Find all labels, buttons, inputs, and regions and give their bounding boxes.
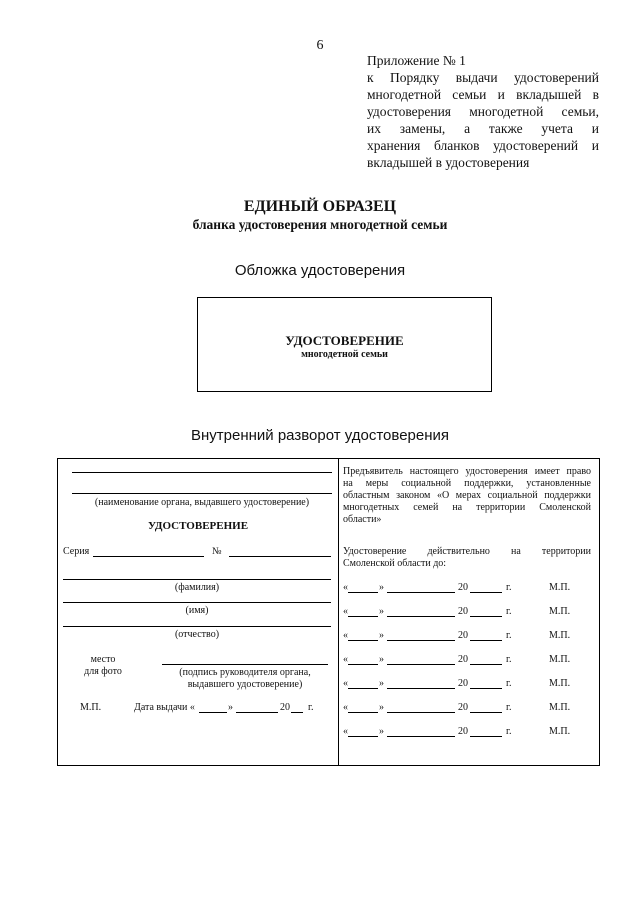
- rights-statement: [343, 466, 591, 526]
- rights-statement-line: Предъявитель настоящего удостоверения имеет право: [343, 466, 591, 477]
- rights-statement-line: на меры социальной поддержки, установленные: [343, 478, 591, 489]
- month-field: [387, 712, 455, 713]
- signature-caption-line: выдавшего удостоверение): [187, 679, 303, 690]
- row-year-suffix: г.: [506, 582, 512, 593]
- row-year-suffix: г.: [506, 702, 512, 713]
- issuer-line: [72, 472, 332, 473]
- row-close-quote: »: [379, 606, 384, 617]
- year-field: [470, 688, 502, 689]
- document-title: ЕДИНЫЙ ОБРАЗЕЦ: [243, 198, 397, 215]
- row-open-quote: «: [343, 630, 348, 641]
- left-title: УДОСТОВЕРЕНИЕ: [147, 520, 249, 532]
- day-field: [348, 592, 378, 593]
- issue-year-field: [291, 712, 303, 713]
- document-subtitle: бланка удостоверения многодетной семьи: [192, 217, 448, 232]
- year-field: [470, 712, 502, 713]
- name-field: [63, 602, 331, 603]
- name-caption: (имя): [185, 605, 209, 616]
- number-label: №: [212, 546, 222, 557]
- issue-month-field: [236, 712, 278, 713]
- validity-row: [343, 630, 593, 644]
- day-field: [348, 688, 378, 689]
- page-number: 6: [316, 38, 324, 53]
- patronymic-field: [63, 626, 331, 627]
- row-stamp: М.П.: [549, 702, 571, 713]
- month-field: [387, 736, 455, 737]
- validity-line: Удостоверение действительно на территории: [343, 546, 591, 557]
- photo-place-line: место: [90, 654, 116, 665]
- appendix-text: [367, 69, 599, 171]
- row-open-quote: «: [343, 606, 348, 617]
- year-field: [470, 664, 502, 665]
- photo-place-line: для фото: [84, 666, 122, 677]
- row-year-prefix: 20: [458, 630, 468, 641]
- month-field: [387, 640, 455, 641]
- inner-spread-frame: [57, 458, 600, 766]
- row-stamp: М.П.: [549, 726, 571, 737]
- day-field: [348, 664, 378, 665]
- row-year-suffix: г.: [506, 630, 512, 641]
- appendix-line: многодетной семьи и вкладышей в: [367, 87, 599, 102]
- row-stamp: М.П.: [549, 678, 571, 689]
- row-close-quote: »: [379, 582, 384, 593]
- validity-row: [343, 654, 593, 668]
- appendix-line: к Порядку выдачи удостоверений: [367, 70, 599, 85]
- appendix-line: их замены, а также учета и: [367, 121, 599, 136]
- row-open-quote: «: [343, 678, 348, 689]
- row-open-quote: «: [343, 726, 348, 737]
- row-close-quote: »: [379, 678, 384, 689]
- row-open-quote: «: [343, 702, 348, 713]
- issuer-line: [72, 493, 332, 494]
- series-label: Серия: [63, 546, 90, 557]
- day-field: [348, 616, 378, 617]
- patronymic-caption: (отчество): [174, 629, 220, 640]
- spread-divider: [338, 459, 339, 765]
- rights-statement-line: областным законом «О мерах социальной поддержки: [343, 490, 591, 501]
- month-field: [387, 592, 455, 593]
- row-year-suffix: г.: [506, 606, 512, 617]
- year-field: [470, 592, 502, 593]
- issuer-caption: (наименование органа, выдавшего удостоверение): [94, 497, 310, 508]
- row-stamp: М.П.: [549, 606, 571, 617]
- cover-frame: [197, 297, 492, 392]
- surname-caption: (фамилия): [174, 582, 220, 593]
- cover-subtitle: многодетной семьи: [301, 349, 388, 360]
- row-stamp: М.П.: [549, 654, 571, 665]
- day-field: [348, 736, 378, 737]
- series-field: [93, 556, 204, 557]
- rights-statement-line: многодетных семей на территории Смоленской: [343, 502, 591, 513]
- validity-row: [343, 582, 593, 596]
- year-field: [470, 640, 502, 641]
- photo-place: [83, 654, 123, 678]
- inner-spread-heading: Внутренний разворот удостоверения: [190, 427, 450, 444]
- appendix-block: [367, 52, 599, 171]
- row-year-prefix: 20: [458, 726, 468, 737]
- row-close-quote: »: [379, 630, 384, 641]
- issue-day-field: [199, 712, 227, 713]
- appendix-line: удостоверения многодетной семьи,: [367, 104, 599, 119]
- cover-title: УДОСТОВЕРЕНИЕ: [285, 333, 404, 348]
- row-year-prefix: 20: [458, 678, 468, 689]
- row-year-prefix: 20: [458, 606, 468, 617]
- row-open-quote: «: [343, 654, 348, 665]
- row-year-prefix: 20: [458, 654, 468, 665]
- left-stamp-label: М.П.: [80, 702, 102, 713]
- signature-field: [162, 664, 328, 665]
- year-field: [470, 616, 502, 617]
- year-field: [470, 736, 502, 737]
- validity-line: Смоленской области до:: [343, 558, 447, 569]
- row-stamp: М.П.: [549, 582, 571, 593]
- day-field: [348, 640, 378, 641]
- row-year-prefix: 20: [458, 702, 468, 713]
- month-field: [387, 664, 455, 665]
- number-field: [229, 556, 331, 557]
- month-field: [387, 688, 455, 689]
- row-stamp: М.П.: [549, 630, 571, 641]
- row-year-suffix: г.: [506, 726, 512, 737]
- validity-row: [343, 702, 593, 716]
- row-year-prefix: 20: [458, 582, 468, 593]
- issue-date-close: »: [228, 702, 233, 713]
- validity-row: [343, 606, 593, 620]
- row-close-quote: »: [379, 726, 384, 737]
- issue-year-prefix: 20: [280, 702, 290, 713]
- row-close-quote: »: [379, 702, 384, 713]
- appendix-line: вкладышей в удостоверения: [367, 155, 530, 170]
- issue-date-label: Дата выдачи «: [134, 702, 195, 713]
- row-open-quote: «: [343, 582, 348, 593]
- day-field: [348, 712, 378, 713]
- appendix-line: хранения бланков удостоверений и: [367, 138, 599, 153]
- appendix-title: Приложение № 1: [367, 53, 466, 68]
- signature-caption: [162, 667, 328, 691]
- month-field: [387, 616, 455, 617]
- cover-heading: Обложка удостоверения: [234, 262, 406, 279]
- validity-statement: [343, 546, 591, 570]
- validity-row: [343, 726, 593, 740]
- issue-year-suffix: г.: [308, 702, 314, 713]
- row-close-quote: »: [379, 654, 384, 665]
- signature-caption-line: (подпись руководителя органа,: [179, 667, 311, 678]
- row-year-suffix: г.: [506, 654, 512, 665]
- rights-statement-line: области»: [343, 514, 382, 525]
- surname-field: [63, 579, 331, 580]
- validity-row: [343, 678, 593, 692]
- row-year-suffix: г.: [506, 678, 512, 689]
